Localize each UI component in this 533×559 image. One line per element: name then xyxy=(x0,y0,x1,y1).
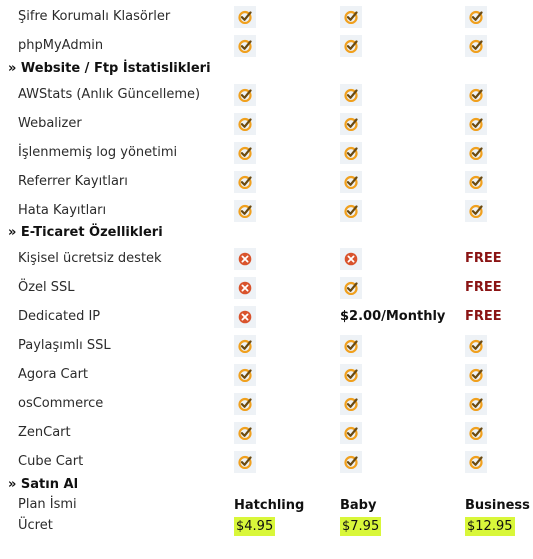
check-icon xyxy=(234,364,256,386)
baby-cell xyxy=(340,2,362,31)
hatchling-cell xyxy=(234,244,256,273)
feature-row xyxy=(0,167,533,196)
plan-baby: Baby xyxy=(340,497,377,513)
price-baby-cell xyxy=(340,512,381,540)
check-icon xyxy=(234,35,256,57)
business-cell xyxy=(465,196,487,225)
business-cell xyxy=(465,447,487,476)
price-business-cell xyxy=(465,512,515,540)
price-row xyxy=(0,512,533,540)
feature-label: AWStats (Anlık Güncelleme) xyxy=(18,87,201,102)
check-icon xyxy=(234,393,256,415)
feature-label: İşlenmemiş log yönetimi xyxy=(18,145,178,160)
business-cell xyxy=(465,302,502,331)
hatchling-cell xyxy=(234,80,256,109)
free-text: FREE xyxy=(465,280,502,295)
baby-cell xyxy=(340,138,362,167)
cross-icon xyxy=(234,248,256,270)
feature-label: Referrer Kayıtları xyxy=(18,174,128,189)
check-icon xyxy=(340,364,362,386)
business-cell xyxy=(465,2,487,31)
check-icon xyxy=(465,422,487,444)
business-cell xyxy=(465,109,487,138)
check-icon xyxy=(340,35,362,57)
check-icon xyxy=(234,451,256,473)
business-cell xyxy=(465,80,487,109)
check-icon xyxy=(465,335,487,357)
hatchling-cell xyxy=(234,302,256,331)
check-icon xyxy=(340,171,362,193)
hatchling-cell xyxy=(234,331,256,360)
baby-cell xyxy=(340,196,362,225)
check-icon xyxy=(234,84,256,106)
check-icon xyxy=(465,142,487,164)
feature-row xyxy=(0,80,533,109)
feature-row xyxy=(0,2,533,31)
check-icon xyxy=(234,171,256,193)
baby-cell xyxy=(340,302,445,331)
check-icon xyxy=(465,200,487,222)
check-icon xyxy=(465,113,487,135)
hatchling-cell xyxy=(234,360,256,389)
feature-row xyxy=(0,273,533,302)
plan-name-label: Plan İsmi xyxy=(18,497,77,512)
cross-icon xyxy=(234,277,256,299)
check-icon xyxy=(465,6,487,28)
feature-row xyxy=(0,31,533,60)
check-icon xyxy=(340,113,362,135)
check-icon xyxy=(465,84,487,106)
business-cell xyxy=(465,138,487,167)
baby-cell xyxy=(340,244,362,273)
feature-row xyxy=(0,418,533,447)
cross-icon xyxy=(340,248,362,270)
check-icon xyxy=(340,451,362,473)
feature-label: Hata Kayıtları xyxy=(18,203,107,218)
feature-label: ZenCart xyxy=(18,425,71,440)
feature-label: Paylaşımlı SSL xyxy=(18,338,111,353)
feature-row xyxy=(0,302,533,331)
baby-cell xyxy=(340,167,362,196)
check-icon xyxy=(465,364,487,386)
feature-label: Agora Cart xyxy=(18,367,89,382)
check-icon xyxy=(340,393,362,415)
section-heading-ecommerce: » E-Ticaret Özellikleri xyxy=(8,225,163,240)
check-icon xyxy=(340,277,362,299)
baby-cell xyxy=(340,109,362,138)
feature-label: Özel SSL xyxy=(18,280,75,295)
business-cell xyxy=(465,244,502,273)
baby-cell xyxy=(340,389,362,418)
feature-row xyxy=(0,244,533,273)
baby-cell xyxy=(340,80,362,109)
business-cell xyxy=(465,31,487,60)
baby-cell xyxy=(340,418,362,447)
check-icon xyxy=(234,422,256,444)
hatchling-cell xyxy=(234,31,256,60)
feature-row xyxy=(0,360,533,389)
feature-row xyxy=(0,196,533,225)
hatchling-cell xyxy=(234,389,256,418)
check-icon xyxy=(465,451,487,473)
check-icon xyxy=(465,393,487,415)
feature-label: Cube Cart xyxy=(18,454,84,469)
check-icon xyxy=(465,35,487,57)
free-text: FREE xyxy=(465,309,502,324)
check-icon xyxy=(234,6,256,28)
check-icon xyxy=(340,6,362,28)
addon-price-text: $2.00/Monthly xyxy=(340,309,446,324)
feature-row xyxy=(0,109,533,138)
hatchling-cell xyxy=(234,273,256,302)
feature-row xyxy=(0,138,533,167)
check-icon xyxy=(234,200,256,222)
hatchling-cell xyxy=(234,167,256,196)
check-icon xyxy=(340,422,362,444)
feature-label: Şifre Korumalı Klasörler xyxy=(18,9,171,24)
hatchling-cell xyxy=(234,418,256,447)
check-icon xyxy=(340,335,362,357)
cross-icon xyxy=(234,306,256,328)
business-cell xyxy=(465,418,487,447)
price-label: Ücret xyxy=(18,518,53,533)
business-cell xyxy=(465,360,487,389)
hatchling-cell xyxy=(234,447,256,476)
hatchling-cell xyxy=(234,196,256,225)
check-icon xyxy=(340,142,362,164)
business-cell xyxy=(465,389,487,418)
section-heading-buy: » Satın Al xyxy=(8,477,79,492)
baby-cell xyxy=(340,447,362,476)
feature-label: Webalizer xyxy=(18,116,82,131)
baby-cell xyxy=(340,360,362,389)
feature-row xyxy=(0,331,533,360)
feature-label: phpMyAdmin xyxy=(18,38,104,53)
price-hatchling[interactable]: $4.95 xyxy=(236,518,274,534)
check-icon xyxy=(340,84,362,106)
feature-label: Kişisel ücretsiz destek xyxy=(18,251,162,266)
hatchling-cell xyxy=(234,2,256,31)
check-icon xyxy=(340,200,362,222)
plan-business: Business xyxy=(465,497,530,513)
free-text: FREE xyxy=(465,251,502,266)
business-cell xyxy=(465,167,487,196)
check-icon xyxy=(234,142,256,164)
section-heading-stats: » Website / Ftp İstatislikleri xyxy=(8,61,211,76)
baby-cell xyxy=(340,273,362,302)
feature-label: osCommerce xyxy=(18,396,104,411)
feature-row xyxy=(0,447,533,476)
price-business[interactable]: $12.95 xyxy=(467,518,513,534)
hatchling-cell xyxy=(234,109,256,138)
price-baby[interactable]: $7.95 xyxy=(342,518,380,534)
price-hatchling-cell xyxy=(234,512,275,540)
baby-cell xyxy=(340,31,362,60)
feature-row xyxy=(0,389,533,418)
hatchling-cell xyxy=(234,138,256,167)
business-cell xyxy=(465,273,502,302)
business-cell xyxy=(465,331,487,360)
plan-hatchling: Hatchling xyxy=(234,497,305,513)
check-icon xyxy=(465,171,487,193)
check-icon xyxy=(234,335,256,357)
feature-label: Dedicated IP xyxy=(18,309,101,324)
baby-cell xyxy=(340,331,362,360)
check-icon xyxy=(234,113,256,135)
